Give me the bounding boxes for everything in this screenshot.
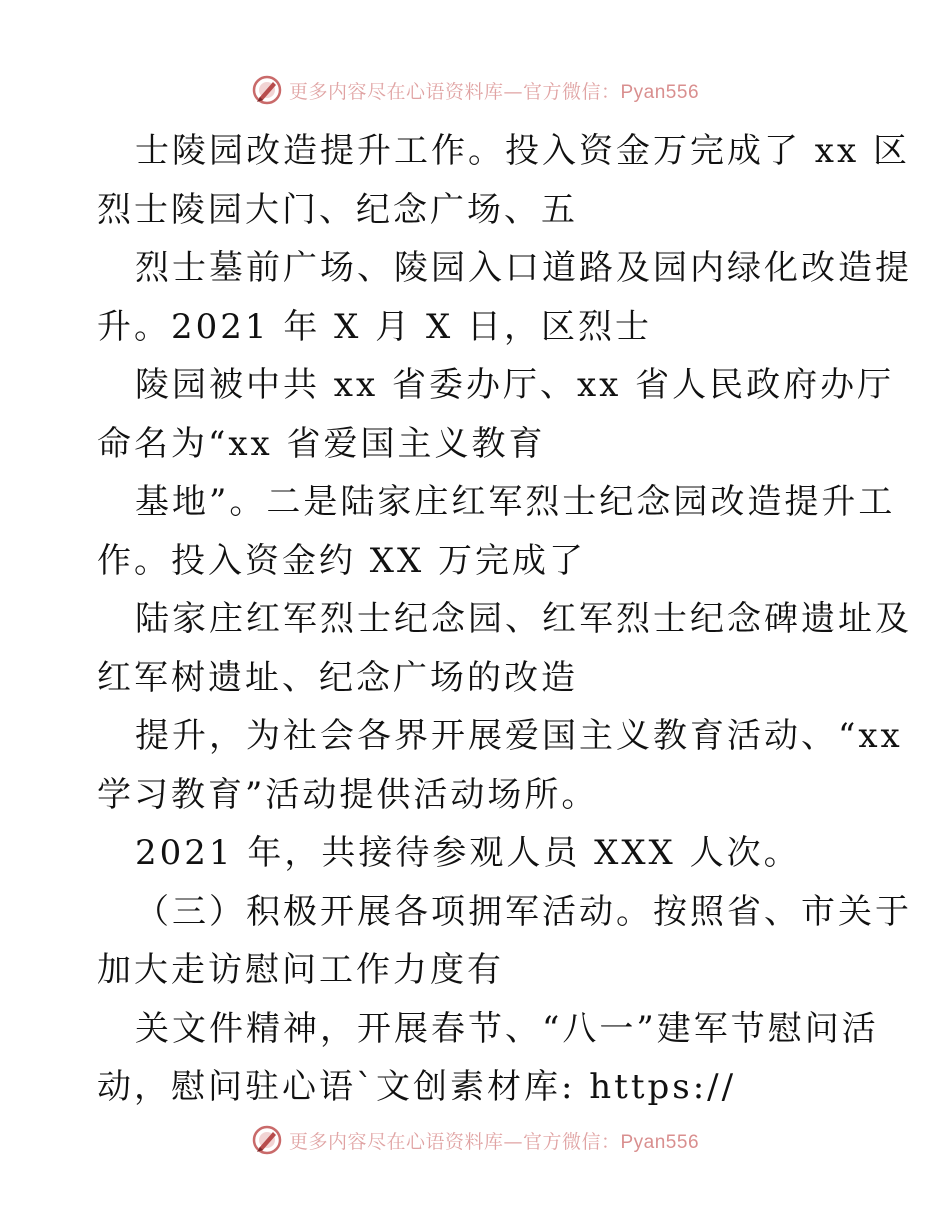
watermark-text bbox=[289, 77, 699, 104]
text-line-7: 基地”。二是陆家庄红军烈士纪念园改造提升工 bbox=[135, 482, 896, 522]
text-line-8: 作。投入资金约 XX 万完成了 bbox=[97, 540, 587, 581]
text-line-1: 士陵园改造提升工作。投入资金万完成了 xx 区 bbox=[135, 131, 910, 171]
text-line-16: 关文件精神，开展春节、“八一”建军节慰问活 bbox=[135, 1008, 879, 1049]
watermark-cn: 更多内容尽在心语资料库—官方微信： bbox=[288, 1130, 621, 1153]
text-line-13: 2021 年，共接待参观人员 XXX 人次。 bbox=[135, 833, 801, 873]
text-line-12: 学习教育”活动提供活动场所。 bbox=[97, 774, 599, 815]
text-line-9: 陆家庄红军烈士纪念园、红军烈士纪念碑遗址及 bbox=[135, 599, 912, 639]
text-line-4: 升。2021 年 X 月 X 日，区烈士 bbox=[97, 306, 652, 347]
text-line-10: 红军树遗址、纪念广场的改造 bbox=[97, 657, 578, 698]
footer-watermark bbox=[0, 1120, 950, 1160]
text-line-6: 命名为“xx 省爱国主义教育 bbox=[97, 423, 546, 464]
text-line-5: 陵园被中共 xx 省委办厅、xx 省人民政府办厅 bbox=[135, 365, 895, 405]
text-line-17: 动，慰问驻心语`文创素材库: https:// bbox=[97, 1067, 737, 1107]
text-line-15: 加大走访慰问工作力度有 bbox=[97, 950, 504, 990]
quill-seal-icon bbox=[251, 74, 283, 106]
body-text bbox=[97, 122, 912, 1117]
text-line-2: 烈士陵园大门、纪念广场、五 bbox=[97, 189, 578, 230]
text-line-14: （三）积极开展各项拥军活动。按照省、市关于 bbox=[135, 891, 912, 932]
watermark-id: Pyan556 bbox=[620, 1131, 700, 1153]
text-line-11: 提升，为社会各界开展爱国主义教育活动、“xx bbox=[135, 716, 903, 756]
watermark-cn: 更多内容尽在心语资料库—官方微信： bbox=[288, 80, 621, 103]
quill-seal-icon bbox=[251, 1124, 283, 1156]
header-watermark bbox=[0, 70, 950, 110]
watermark-id: Pyan556 bbox=[620, 81, 700, 103]
text-line-3: 烈士墓前广场、陵园入口道路及园内绿化改造提 bbox=[135, 248, 912, 288]
watermark-text bbox=[289, 1127, 699, 1154]
